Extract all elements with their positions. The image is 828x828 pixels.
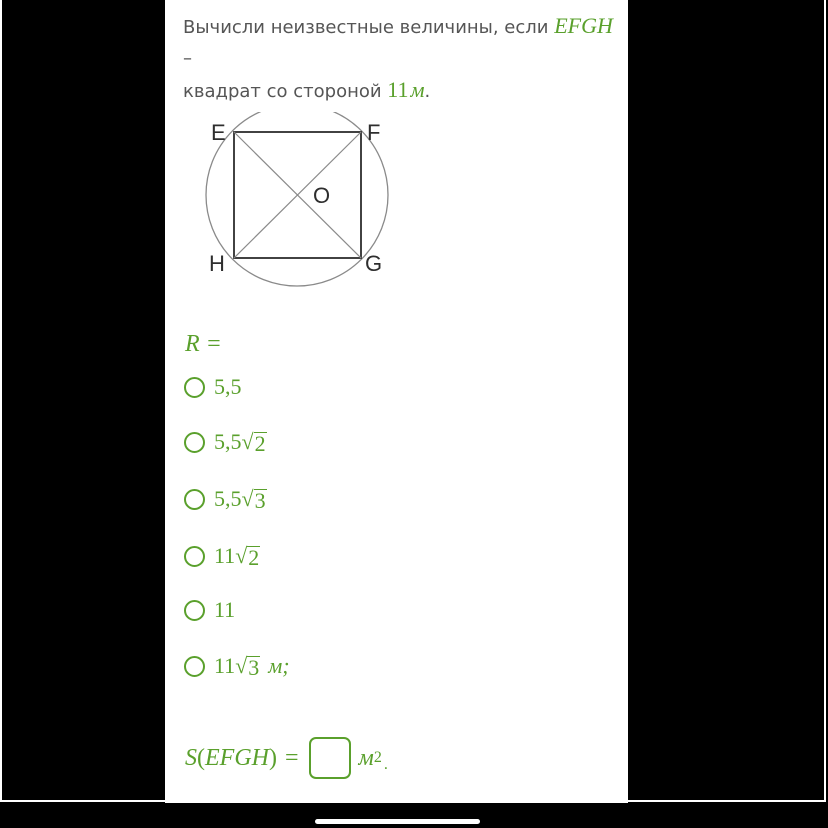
- option-2[interactable]: [183, 427, 267, 457]
- option-4[interactable]: [183, 541, 260, 571]
- radius-label: R =: [185, 331, 222, 357]
- option-2-label: [214, 429, 267, 455]
- vertex-label-h: H: [209, 251, 225, 276]
- radio-button[interactable]: [184, 546, 205, 567]
- question-intro: Вычисли неизвестные величины, если: [183, 17, 555, 38]
- option-5[interactable]: [183, 595, 235, 625]
- sqrt-symbol: √ 2: [235, 543, 260, 570]
- option-4-coefficient: 11: [214, 543, 236, 568]
- square-in-circle-figure: [199, 112, 399, 292]
- question-end: .: [424, 81, 431, 102]
- option-5-value: 11: [214, 597, 236, 622]
- vertex-label-e: E: [211, 120, 226, 145]
- option-2-coefficient: 5,5: [214, 429, 242, 454]
- option-3[interactable]: [183, 484, 267, 514]
- equals-sign: =: [284, 744, 299, 771]
- radio-button[interactable]: [184, 656, 205, 677]
- option-6-radicand: 3: [248, 655, 260, 680]
- area-unit: м: [358, 744, 374, 771]
- option-4-radicand: 2: [248, 545, 260, 570]
- vertex-label-g: G: [365, 251, 383, 276]
- option-6-coefficient: 11: [214, 653, 236, 678]
- area-answer-input[interactable]: [309, 737, 351, 779]
- sqrt-symbol: √ 2: [241, 429, 266, 456]
- frame-left-edge: [0, 0, 2, 800]
- question-line2: квадрат со стороной: [183, 81, 388, 102]
- option-6[interactable]: [183, 651, 290, 681]
- area-argument: EFGH: [205, 744, 269, 771]
- radio-button[interactable]: [184, 489, 205, 510]
- sqrt-symbol: √ 3: [241, 486, 266, 513]
- option-6-unit: м;: [268, 653, 290, 678]
- option-4-label: [214, 543, 260, 569]
- side-value: 11: [387, 77, 409, 102]
- area-period: .: [383, 756, 388, 773]
- frame-right-edge: [824, 0, 826, 800]
- area-exponent: 2: [373, 749, 382, 766]
- question-text: [183, 10, 623, 107]
- area-formula: [185, 736, 388, 780]
- paren-open: (: [197, 744, 205, 771]
- radio-button[interactable]: [184, 377, 205, 398]
- option-3-radicand: 3: [254, 488, 266, 513]
- option-1-value: 5,5: [214, 374, 242, 399]
- option-3-label: [214, 486, 267, 512]
- option-2-radicand: 2: [254, 431, 266, 456]
- figure-name: EFGH: [554, 13, 613, 38]
- center-label-o: O: [313, 183, 331, 208]
- side-unit: м: [410, 77, 425, 102]
- paren-close: ): [268, 744, 277, 771]
- radio-button[interactable]: [184, 432, 205, 453]
- option-1[interactable]: [183, 372, 242, 402]
- option-1-label: [214, 374, 242, 400]
- task-sheet: [165, 0, 628, 803]
- question-dash: –: [183, 48, 192, 69]
- area-function: S: [185, 744, 197, 771]
- option-5-label: [214, 597, 235, 623]
- home-indicator[interactable]: [315, 819, 480, 824]
- sqrt-symbol: √ 3: [235, 653, 260, 680]
- radio-button[interactable]: [184, 600, 205, 621]
- option-6-label: [214, 653, 290, 679]
- vertex-label-f: F: [367, 120, 381, 145]
- option-3-coefficient: 5,5: [214, 486, 242, 511]
